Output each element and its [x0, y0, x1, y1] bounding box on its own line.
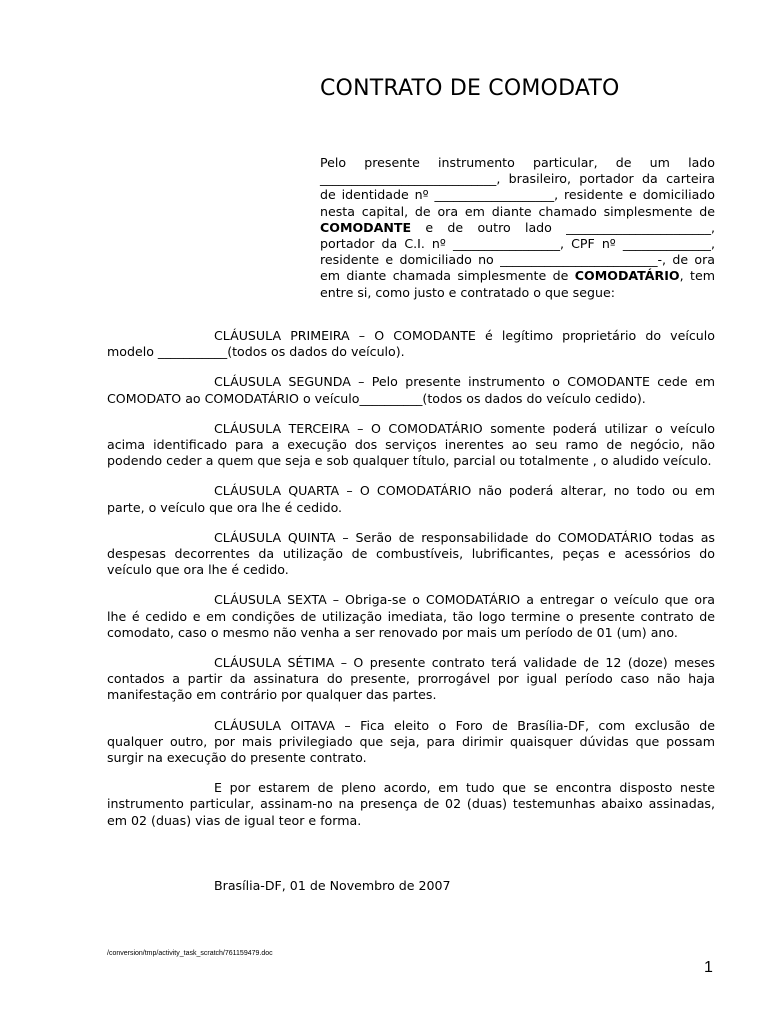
place-date-line: Brasília-DF, 01 de Novembro de 2007: [214, 878, 451, 893]
clause-setima: CLÁUSULA SÉTIMA – O presente contrato terá validade de 12 (doze) meses contados a partir da assinatura do presente, prorrogável por igual período caso não haja manifestação em contrário por qualquer das partes.: [107, 655, 715, 703]
page-number: 1: [704, 959, 713, 976]
preamble-text-3: , tem entre si, como justo e contratado o que segue:: [320, 268, 715, 300]
clause-oitava: CLÁUSULA OITAVA – Fica eleito o Foro de Brasília-DF, com exclusão de qualquer outro, por mais privilegiado que seja, para dirimir quaisquer dúvidas que possam surgir na execução do presente contrato.: [107, 717, 715, 766]
document-title: CONTRATO DE COMODATO: [320, 76, 620, 101]
preamble-text-2: e de outro lado _______________________, portador da C.I. nº _________________, CPF nº ______________, residente e domiciliado no _________________________-, de ora em diante chamada simplesmente de: [320, 219, 715, 284]
clause-segunda: CLÁUSULA SEGUNDA – Pelo presente instrumento o COMODANTE cede em COMODATO ao COMODATÁRIO o veículo__________(todos os dados do veículo cedido).: [107, 374, 715, 406]
comodatario-label: COMODATÁRIO: [574, 268, 680, 284]
clauses-section: [107, 328, 715, 829]
clause-primeira: CLÁUSULA PRIMEIRA – O COMODANTE é legítimo proprietário do veículo modelo ___________(todos os dados do veículo).: [107, 328, 715, 360]
clause-quinta: CLÁUSULA QUINTA – Serão de responsabilidade do COMODATÁRIO todas as despesas decorrentes da utilização de combustíveis, lubrificantes, peças e acessórios do veículo que ora lhe é cedido.: [107, 529, 715, 578]
clause-terceira: CLÁUSULA TERCEIRA – O COMODATÁRIO somente poderá utilizar o veículo acima identificado para a execução dos serviços inerentes ao seu ramo de negócio, não podendo ceder a quem que seja e sob qualquer título, parcial ou totalmente , o aludido veículo.: [107, 420, 715, 469]
clause-sexta: CLÁUSULA SEXTA – Obriga-se o COMODATÁRIO a entregar o veículo que ora lhe é cedido e em condições de utilização imediata, tão logo termine o presente contrato de comodato, caso o mesmo não venha a ser renovado por mais um período de 01 (um) ano.: [107, 592, 715, 640]
closing-paragraph: E por estarem de pleno acordo, em tudo que se encontra disposto neste instrumento particular, assinam-no na presença de 02 (duas) testemunhas abaixo assinadas, em 02 (duas) vias de igual teor e forma.: [107, 780, 715, 828]
clause-quarta: CLÁUSULA QUARTA – O COMODATÁRIO não poderá alterar, no todo ou em parte, o veículo que ora lhe é cedido.: [107, 483, 715, 515]
footer-file-path: /conversion/tmp/activity_task_scratch/761159479.doc: [107, 950, 273, 957]
preamble-text-1: Pelo presente instrumento particular, de um lado ____________________________, brasileiro, portador da carteira de identidade nº ___________________, residente e domiciliado nesta capital, de ora em diante chamado simplesmente de: [320, 155, 715, 219]
preamble-paragraph: [320, 155, 715, 301]
comodante-label: COMODANTE: [320, 219, 412, 235]
